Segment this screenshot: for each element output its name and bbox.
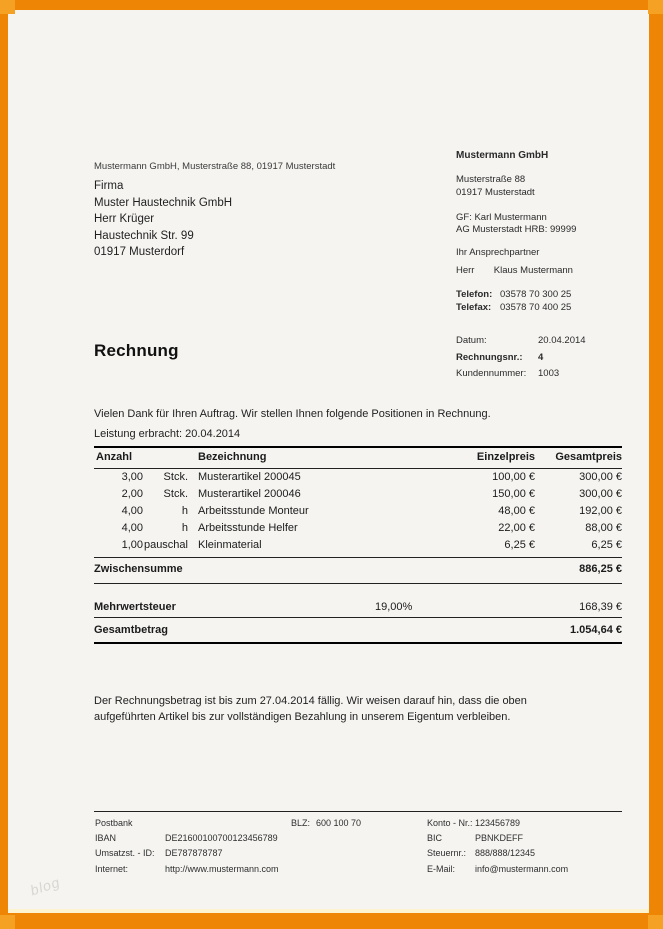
grand-total-label: Gesamtbetrag: [94, 624, 168, 636]
konto-value: 123456789: [475, 818, 521, 828]
table-header-row: [94, 446, 622, 469]
frame-corner-top-right: [648, 0, 663, 14]
table-row: [94, 469, 622, 486]
cell-qty: 1,00: [121, 539, 143, 551]
table-row: [94, 503, 622, 520]
email-value: info@mustermann.com: [475, 864, 569, 874]
grand-total-row: [94, 618, 622, 644]
recipient-line: Muster Haustechnik GmbH: [94, 196, 233, 209]
cell-unit-price: 22,00 €: [498, 522, 535, 534]
cell-qty: 4,00: [121, 522, 143, 534]
internet-url: http://www.mustermann.com: [165, 864, 279, 874]
watermark-text: blog: [28, 873, 63, 899]
contact-heading: Ihr Ansprechpartner: [456, 247, 540, 258]
cell-total: 300,00 €: [579, 488, 622, 500]
cell-unit-price: 100,00 €: [492, 471, 535, 483]
sender-line: Mustermann GmbH, Musterstraße 88, 01917 Musterstadt: [94, 161, 336, 172]
header-desc: Bezeichnung: [198, 451, 267, 463]
cell-desc: Musterartikel 200046: [198, 488, 301, 500]
company-street: Musterstraße 88: [456, 174, 526, 185]
cell-total: 88,00 €: [585, 522, 622, 534]
subtotal-value: 886,25 €: [579, 563, 622, 575]
table-row: [94, 520, 622, 537]
vatid-value: DE787878787: [165, 848, 223, 858]
phone-row: [456, 289, 626, 301]
subtotal-label: Zwischensumme: [94, 563, 183, 575]
bic-label: BIC: [427, 833, 443, 843]
vat-label: Mehrwertsteuer: [94, 601, 176, 613]
contact-name: Klaus Mustermann: [493, 265, 573, 276]
page-title: Rechnung: [94, 341, 179, 360]
blz-value: 600 100 70: [316, 818, 362, 828]
cell-desc: Kleinmaterial: [198, 539, 262, 551]
recipient-line: 01917 Musterdorf: [94, 246, 185, 258]
customer-no-value: 1003: [538, 368, 560, 379]
cell-unit: Stck.: [163, 471, 188, 483]
phone-number: 03578 70 300 25: [500, 289, 572, 300]
invoice-page: [8, 10, 649, 913]
cell-desc: Musterartikel 200045: [198, 471, 301, 483]
cell-desc: Arbeitsstunde Monteur: [198, 505, 309, 517]
phone-label: Telefon:: [456, 289, 493, 300]
konto-label: Konto - Nr.:: [427, 818, 473, 828]
invoice-no-label: Rechnungsnr.:: [456, 351, 523, 363]
vat-row: [94, 600, 622, 618]
subtotal-row: [94, 558, 622, 584]
table-row: [94, 486, 622, 503]
fax-number: 03578 70 400 25: [500, 302, 572, 313]
header-qty: Anzahl: [96, 451, 133, 463]
company-managing-director: GF: Karl Mustermann: [456, 212, 547, 223]
cell-total: 192,00 €: [579, 505, 622, 517]
contact-person: [456, 265, 626, 277]
bic-value: PBNKDEFF: [475, 833, 524, 843]
cell-total: 300,00 €: [579, 471, 622, 483]
blz-label: BLZ:: [291, 818, 311, 828]
cell-unit-price: 150,00 €: [492, 488, 535, 500]
taxno-label: Steuernr.:: [427, 848, 467, 858]
frame-corner-top-left: [0, 0, 15, 14]
items-table: [94, 446, 622, 644]
bank-name: Postbank: [95, 818, 133, 828]
invoice-no-value: 4: [538, 351, 544, 363]
recipient-line: Firma: [94, 180, 124, 192]
vatid-label: Umsatzst. - ID:: [95, 848, 155, 858]
table-row: [94, 537, 622, 554]
iban-label: IBAN: [95, 833, 117, 843]
intro-text: Vielen Dank für Ihren Auftrag. Wir stellen Ihnen folgende Positionen in Rechnung.: [94, 408, 491, 420]
taxno-value: 888/888/12345: [475, 848, 536, 858]
company-register: AG Musterstadt HRB: 99999: [456, 224, 577, 235]
fax-row: [456, 302, 626, 314]
recipient-line: Herr Krüger: [94, 213, 155, 225]
cell-unit: h: [181, 522, 188, 534]
vat-rate: 19,00%: [375, 601, 413, 613]
email-label: E-Mail:: [427, 864, 456, 874]
contact-salutation: Herr: [456, 265, 475, 276]
cell-qty: 4,00: [121, 505, 143, 517]
invoice-meta-block: [456, 335, 626, 385]
recipient-address-block: [94, 178, 232, 261]
cell-unit: pauschal: [143, 539, 188, 551]
company-info-block: [456, 150, 626, 314]
fax-label: Telefax:: [456, 302, 492, 313]
meta-invoice-no-row: [456, 352, 626, 363]
cell-qty: 3,00: [121, 471, 143, 483]
cell-desc: Arbeitsstunde Helfer: [198, 522, 298, 534]
vat-amount: 168,39 €: [579, 601, 622, 613]
iban-value: DE21600100700123456789: [165, 833, 278, 843]
cell-unit-price: 48,00 €: [498, 505, 535, 517]
service-date-text: Leistung erbracht: 20.04.2014: [94, 428, 241, 440]
cell-qty: 2,00: [121, 488, 143, 500]
footer-divider: [94, 811, 622, 812]
date-label: Datum:: [456, 335, 487, 346]
header-unit-price: Einzelpreis: [476, 451, 535, 463]
internet-label: Internet:: [95, 864, 129, 874]
page-bottom-glow: [8, 909, 649, 913]
customer-no-label: Kundennummer:: [456, 368, 527, 379]
cell-total: 6,25 €: [591, 539, 622, 551]
recipient-line: Haustechnik Str. 99: [94, 229, 194, 242]
cell-unit: Stck.: [163, 488, 188, 500]
table-body: [94, 469, 622, 558]
frame-corner-bottom-left: [0, 915, 15, 929]
frame-corner-bottom-right: [648, 915, 663, 929]
grand-total-value: 1.054,64 €: [570, 624, 622, 636]
meta-date-row: [456, 335, 626, 346]
company-name: Mustermann GmbH: [456, 150, 549, 161]
meta-customer-no-row: [456, 368, 626, 379]
company-city: 01917 Musterstadt: [456, 187, 535, 198]
date-value: 20.04.2014: [538, 335, 586, 346]
payment-terms-note: Der Rechnungsbetrag ist bis zum 27.04.2014 fällig. Wir weisen darauf hin, dass die oben aufgeführten Artikel bis zur vollständigen Bezahlung in unserem Eigentum verbleiben.: [94, 695, 527, 723]
cell-unit: h: [181, 505, 188, 517]
cell-unit-price: 6,25 €: [504, 539, 535, 551]
header-total-price: Gesamtpreis: [555, 451, 622, 463]
